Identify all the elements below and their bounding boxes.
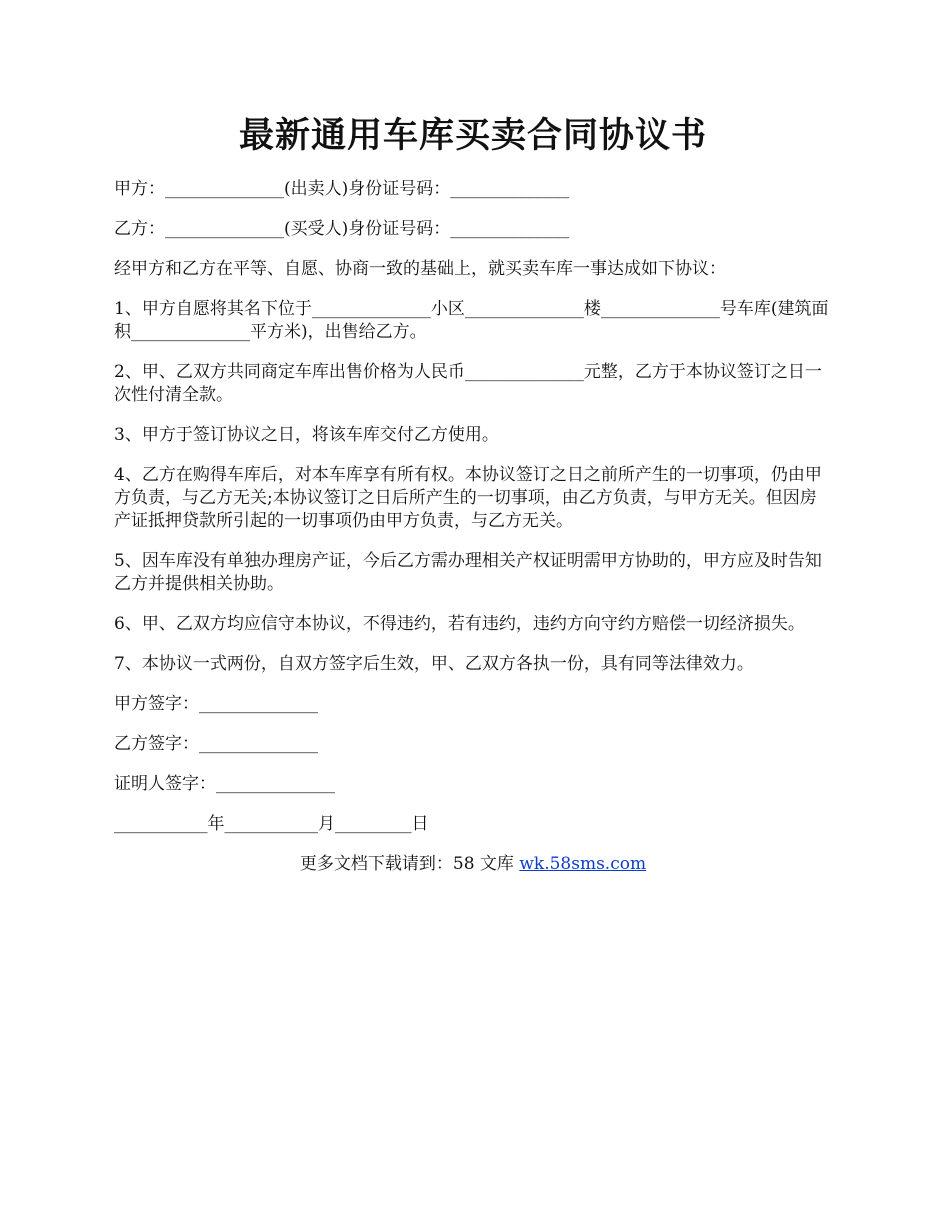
footer-link[interactable]: wk.58sms.com (519, 854, 647, 874)
party-a-line: 甲方：______________(出卖人)身份证号码：______________ (114, 179, 570, 199)
preamble: 经甲方和乙方在平等、自愿、协商一致的基础上，就买卖车库一事达成如下协议： (114, 259, 726, 279)
party-b-signature: 乙方签字：______________ (114, 734, 318, 754)
party-b-line: 乙方：______________(买受人)身份证号码：______________ (114, 219, 570, 239)
clause-3: 3、甲方于签订协议之日，将该车库交付乙方使用。 (114, 425, 499, 445)
footer-note (114, 853, 832, 876)
clause-6: 6、甲、乙双方均应信守本协议，不得违约，若有违约，违约方向守约方赔偿一切经济损失。 (114, 614, 805, 634)
clause-4: 4、乙方在购得车库后，对本车库享有所有权。本协议签订之日之前所产生的一切事项，仍由甲方负责，与乙方无关;本协议签订之日后所产生的一切事项，由乙方负责，与甲方无关。但因房产证抵押贷款所引起的一切事项仍由甲方负责，与乙方无关。 (114, 465, 822, 531)
document-page (114, 108, 832, 876)
clause-7: 7、本协议一式两份，自双方签字后生效，甲、乙双方各执一份，具有同等法律效力。 (114, 654, 754, 674)
document-title: 最新通用车库买卖合同协议书 (238, 115, 707, 156)
date-line: ___________年___________月_________日 (114, 814, 429, 834)
clause-5: 5、因车库没有单独办理房产证，今后乙方需办理相关产权证明需甲方协助的，甲方应及时告知乙方并提供相关协助。 (114, 551, 822, 594)
party-a-signature: 甲方签字：______________ (114, 694, 318, 714)
clause-1: 1、甲方自愿将其名下位于______________小区______________楼______________号车库(建筑面积______________平方米)，出售给乙方。 (114, 299, 829, 342)
witness-signature: 证明人签字：______________ (114, 774, 335, 794)
footer-text: 更多文档下载请到：58 文库 (299, 854, 520, 874)
clause-2: 2、甲、乙双方共同商定车库出售价格为人民币______________元整，乙方于本协议签订之日一次性付清全款。 (114, 362, 822, 405)
